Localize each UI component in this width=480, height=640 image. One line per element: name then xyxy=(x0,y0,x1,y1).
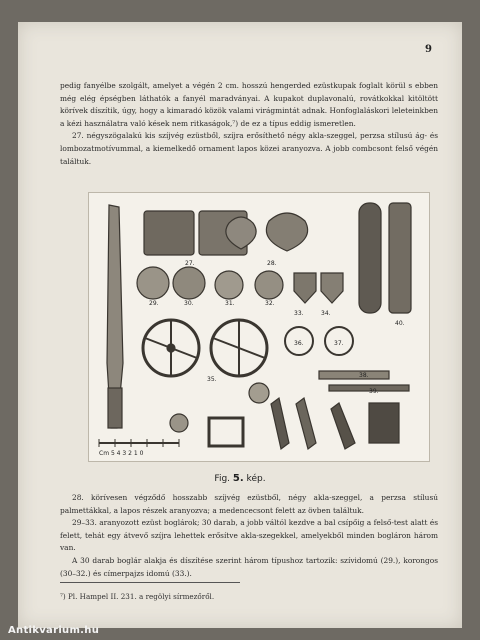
figure-label: 39. xyxy=(369,388,379,395)
book-page xyxy=(18,22,462,628)
figure-label: 37. xyxy=(334,340,344,347)
figure-label: 40. xyxy=(395,320,405,327)
text-block-top xyxy=(60,80,438,168)
figure-label: 33. xyxy=(294,310,304,317)
figure-label: 27. xyxy=(185,260,195,267)
footnote-rule xyxy=(60,582,240,583)
text-block-bottom xyxy=(60,492,438,580)
figure-label: 32. xyxy=(265,300,275,307)
caption-prefix: Fig. xyxy=(214,474,231,484)
artifact-illustration xyxy=(89,193,429,461)
figure-plate xyxy=(88,192,430,462)
knife-handle-drawing xyxy=(108,388,122,428)
figure-label: 28. xyxy=(267,260,277,267)
footnote: ⁷) Pl. Hampel II. 231. a regölyi sírmezőről. xyxy=(60,592,215,601)
paragraph: pedig fanyélbe szolgált, amelyet a végén 2 cm. hosszú hengerded ezüstkupak foglalt körül s ebben még elég épségben láthatók a fanyél maradványai. A kupakot duplavonalú, rovátkokkal kitöltött körívek díszítik, úgy, hogy a kimaradó közök valami virágmintát adnak. Honfoglaláskori leleteinkben a kézi használatra való kések nem ritkaságok,⁷) de ez a típus eddig ismeretlen. xyxy=(60,81,438,128)
long-strap-end-drawing xyxy=(359,203,381,313)
paragraph: 27. négyszögalakú kis szíjvég ezüstből, szíjra erősíthető négy akla-szeggel, perzsa stílusú ág- és lombozatmotívummal, a kiemelkedő ornament lapos közei aranyozva. A jobb combcsont felső végén találtuk. xyxy=(60,131,438,166)
paragraph: 29–33. aranyozott ezüst boglárok; 30 darab, a jobb váltól kezdve a bal csípőig a felső-test alatt és felett, tehát egy átvevő szíjra lehettek erősítve akla-szegekkel, amelyekből minden bogláron három van. xyxy=(60,518,438,553)
figure-label: 31. xyxy=(225,300,235,307)
figure-label: 38. xyxy=(359,372,369,379)
figure-label: 29. xyxy=(149,300,159,307)
figure-label: 34. xyxy=(321,310,331,317)
watermark: Antikvarium.hu xyxy=(8,625,100,636)
figure-label: 36. xyxy=(294,340,304,347)
figure-label: 35. xyxy=(207,376,217,383)
page-number: 9 xyxy=(425,44,432,55)
scale-label: Cm 5 4 3 2 1 0 xyxy=(99,450,144,457)
caption-suffix: kép. xyxy=(246,474,266,484)
paragraph: 28. körívesen végződő hosszabb szíjvég ezüstből, négy akla-szeggel, a perzsa stílusú palmettákkal, a lapos részek aranyozva; a medencecsont felett az övben találtuk. xyxy=(60,493,438,515)
buckle-drawing xyxy=(209,418,243,446)
strap-end-drawing xyxy=(144,211,194,255)
caption-number: 5. xyxy=(232,473,244,484)
figure-label: 30. xyxy=(184,300,194,307)
paragraph: A 30 darab boglár alakja és díszítése szerint három típushoz tartozik: szívidomú (29.), korongos (30–32.) és címerpajzs idomú (33.). xyxy=(60,555,438,578)
figure-caption xyxy=(18,473,462,484)
